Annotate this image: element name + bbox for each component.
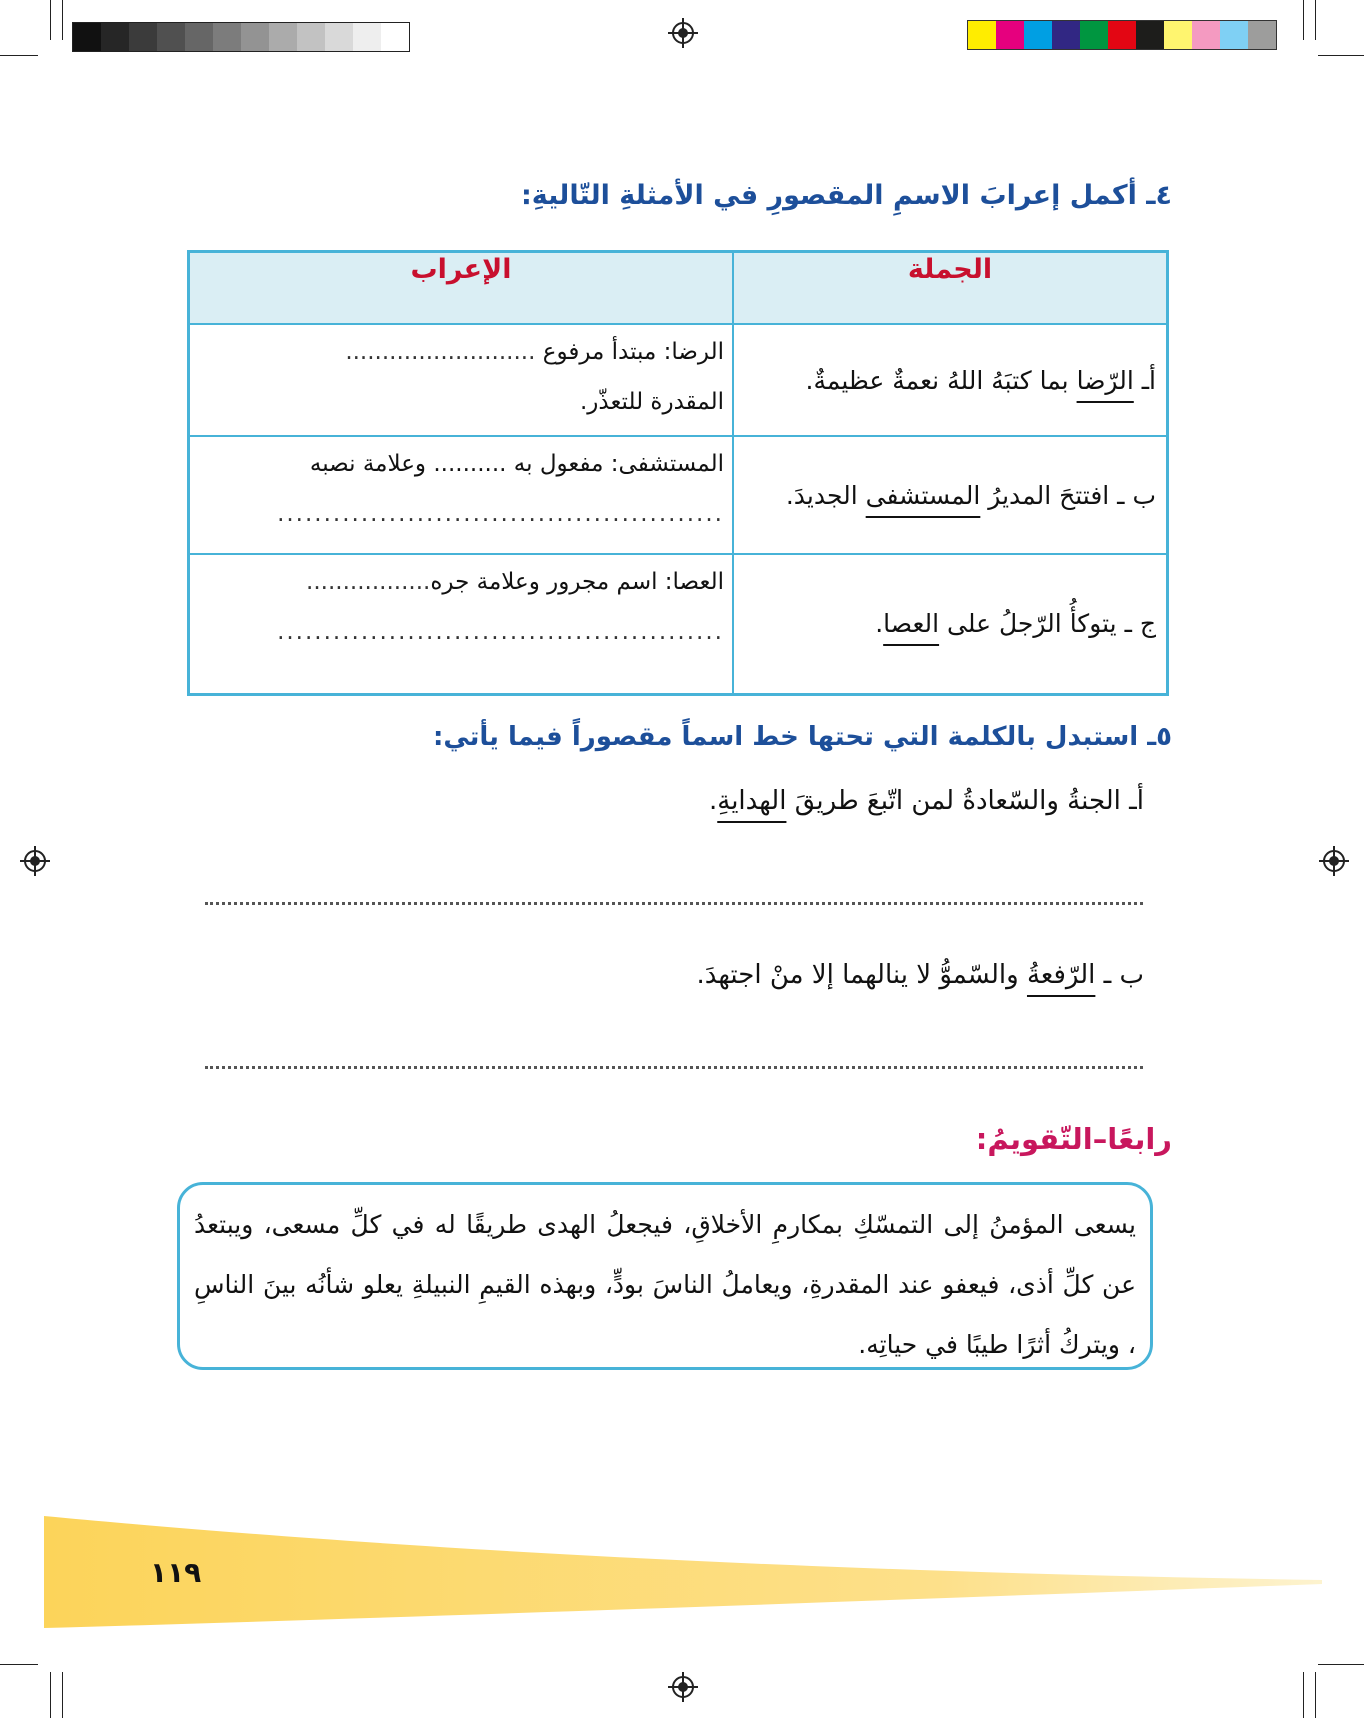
evaluation-paragraph: يسعى المؤمنُ إلى التمسّكِ بمكارمِ الأخلاقِ، فيجعلُ الهدى طريقًا له في كلِّ مسعى، ويبتعدُ عن كلِّ أذى، فيعفو عند المقدرةِ، ويعاملُ الناسَ بودٍّ، وبهذه القيمِ النبيلةِ يعلو شأنُه بينَ الناسِ ، ويتركُ أثرًا طيبًا في حياتِه.: [194, 1210, 1136, 1359]
grayscale-strip: [72, 22, 410, 52]
answer-cell: العصا: اسم مجرور وعلامة جره................. ................................................: [189, 554, 734, 694]
underlined-word: الرّفعةُ: [1026, 960, 1096, 990]
underlined-word: المستشفى: [865, 480, 981, 510]
table-header-row: [189, 252, 1168, 325]
grammar-table: [187, 250, 1169, 696]
sentence-cell: أـ الرّضا بما كتبَهُ اللهُ نعمةٌ عظيمةٌ.: [733, 324, 1168, 436]
decorative-yellow-band: [0, 1500, 1364, 1640]
q5-title: ٥ـ استبدل بالكلمة التي تحتها خط اسماً مقصوراً فيما يأتي:: [432, 722, 1172, 752]
answer-line[interactable]: [205, 1066, 1143, 1069]
answer-line[interactable]: [205, 902, 1143, 905]
registration-mark-icon: [1323, 850, 1345, 872]
blank-dots[interactable]: .................: [306, 569, 431, 595]
table-row: [189, 436, 1168, 554]
underlined-word: الهدايةِ: [717, 786, 787, 816]
answer-cell: المستشفى: مفعول به .......... وعلامة نصبه ................................................: [189, 436, 734, 554]
sentence-cell: ج ـ يتوكأُ الرّجلُ على العصا.: [733, 554, 1168, 694]
registration-mark-icon: [24, 850, 46, 872]
blank-dots[interactable]: ................................................: [277, 501, 724, 527]
page-number: ١١٩: [150, 1556, 202, 1589]
underlined-word: العصا: [883, 609, 940, 639]
blank-dots[interactable]: ..........................: [345, 339, 536, 365]
q4-title: ٤ـ أكمل إعرابَ الاسمِ المقصورِ في الأمثلةِ التّاليةِ:: [520, 180, 1172, 211]
header-parsing: الإعراب: [189, 252, 734, 325]
q5-example-b: ب ـ الرّفعةُ والسّموُّ لا ينالهما إلا منْ اجتهدَ.: [696, 960, 1144, 990]
section-title: رابعًا–التّقويمُ:: [975, 1122, 1172, 1156]
registration-mark-icon: [672, 1676, 694, 1698]
q5-example-a: أـ الجنةُ والسّعادةُ لمن اتّبعَ طريقَ الهدايةِ.: [708, 786, 1144, 816]
answer-cell: الرضا: مبتدأ مرفوع .......................... المقدرة للتعذّر.: [189, 324, 734, 436]
underlined-word: الرّضا: [1076, 365, 1134, 395]
blank-dots[interactable]: ................................................: [277, 619, 724, 645]
table-row: [189, 324, 1168, 436]
header-sentence: الجملة: [733, 252, 1168, 325]
color-calibration-strip: [967, 20, 1277, 50]
table-row: [189, 554, 1168, 694]
sentence-cell: ب ـ افتتحَ المديرُ المستشفى الجديدَ.: [733, 436, 1168, 554]
evaluation-paragraph-box: [177, 1182, 1153, 1370]
registration-mark-icon: [672, 22, 694, 44]
